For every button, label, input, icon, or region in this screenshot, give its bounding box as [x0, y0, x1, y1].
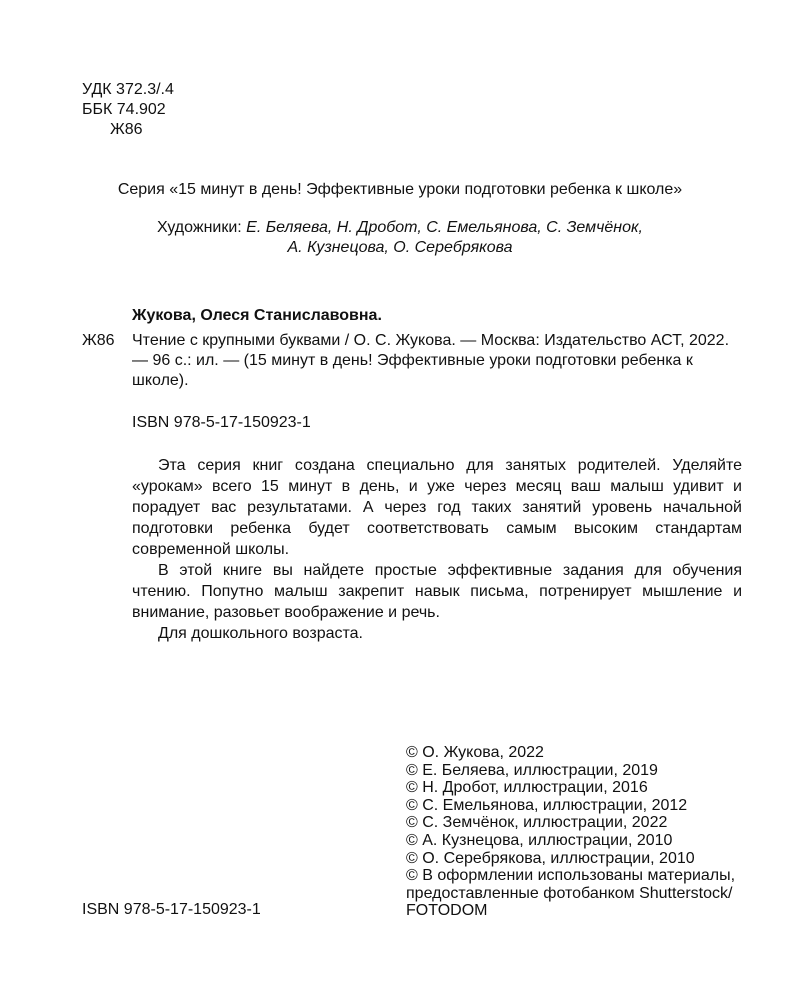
copyright-line: © О. Серебрякова, иллюстрации, 2010 — [406, 849, 695, 867]
copyright-line: © С. Емельянова, иллюстрации, 2012 — [406, 796, 688, 814]
copyright-line: предоставленные фотобанком Shutterstock/ — [406, 884, 733, 902]
annotation — [132, 455, 742, 644]
isbn-bottom: ISBN 978-5-17-150923-1 — [82, 901, 261, 918]
artists-names-1: Е. Беляева, Н. Дробот, С. Емельянова, С. Земчёнок, — [246, 219, 643, 236]
copyright-line: © С. Земчёнок, иллюстрации, 2022 — [406, 814, 668, 832]
copyright-block — [406, 744, 735, 920]
annotation-age: Для дошкольного возраста. — [158, 625, 363, 642]
artists-names-2: А. Кузнецова, О. Серебрякова — [287, 239, 513, 256]
artists-credit — [0, 218, 800, 258]
copyright-line: © О. Жукова, 2022 — [406, 744, 544, 761]
copyright-line: © А. Кузнецова, иллюстрации, 2010 — [406, 831, 673, 849]
copyright-line: © Н. Дробот, иллюстрации, 2016 — [406, 779, 648, 797]
catalog-author: Жукова, Олеся Станиславовна. — [132, 307, 382, 324]
udk-code: УДК 372.3/.4 — [82, 81, 174, 98]
catalog-isbn: ISBN 978-5-17-150923-1 — [132, 414, 311, 431]
artists-label: Художники: — [157, 219, 247, 236]
copyright-line: © Е. Беляева, иллюстрации, 2019 — [406, 761, 658, 779]
series-line: Серия «15 минут в день! Эффективные уроки подготовки ребенка к школе» — [117, 181, 683, 198]
annotation-paragraph-2: В этой книге вы найдете простые эффективные задания для обучения чтению. Попутно малыш закрепит навык письма, потренирует мышление и внимание, разовьет воображение и речь. — [132, 562, 742, 621]
author-code: Ж86 — [110, 121, 143, 138]
artists-line-2 — [0, 238, 800, 258]
catalog-code: Ж86 — [82, 332, 115, 349]
annotation-paragraph-1: Эта серия книг создана специально для занятых родителей. Уделяйте «урокам» всего 15 минут в день, и уже через месяц ваш малыш удивит и порадует вас результатами. А через год таких занятий уровень начальной подготовки ребенка будет соответствовать самым высоким стандартам современной школы. — [132, 457, 742, 558]
bbk-code: ББК 74.902 — [82, 101, 166, 118]
copyright-line: FOTODOM — [406, 902, 488, 920]
catalog-description: Чтение с крупными буквами / О. С. Жукова. — Москва: Издательство АСТ, 2022. — 96 с.: ил. — (15 минут в день! Эффективные уроки подготовки ребенка к школе). — [132, 332, 730, 389]
copyright-line: © В оформлении использованы материалы, — [406, 867, 736, 885]
artists-line-1 — [0, 218, 800, 238]
